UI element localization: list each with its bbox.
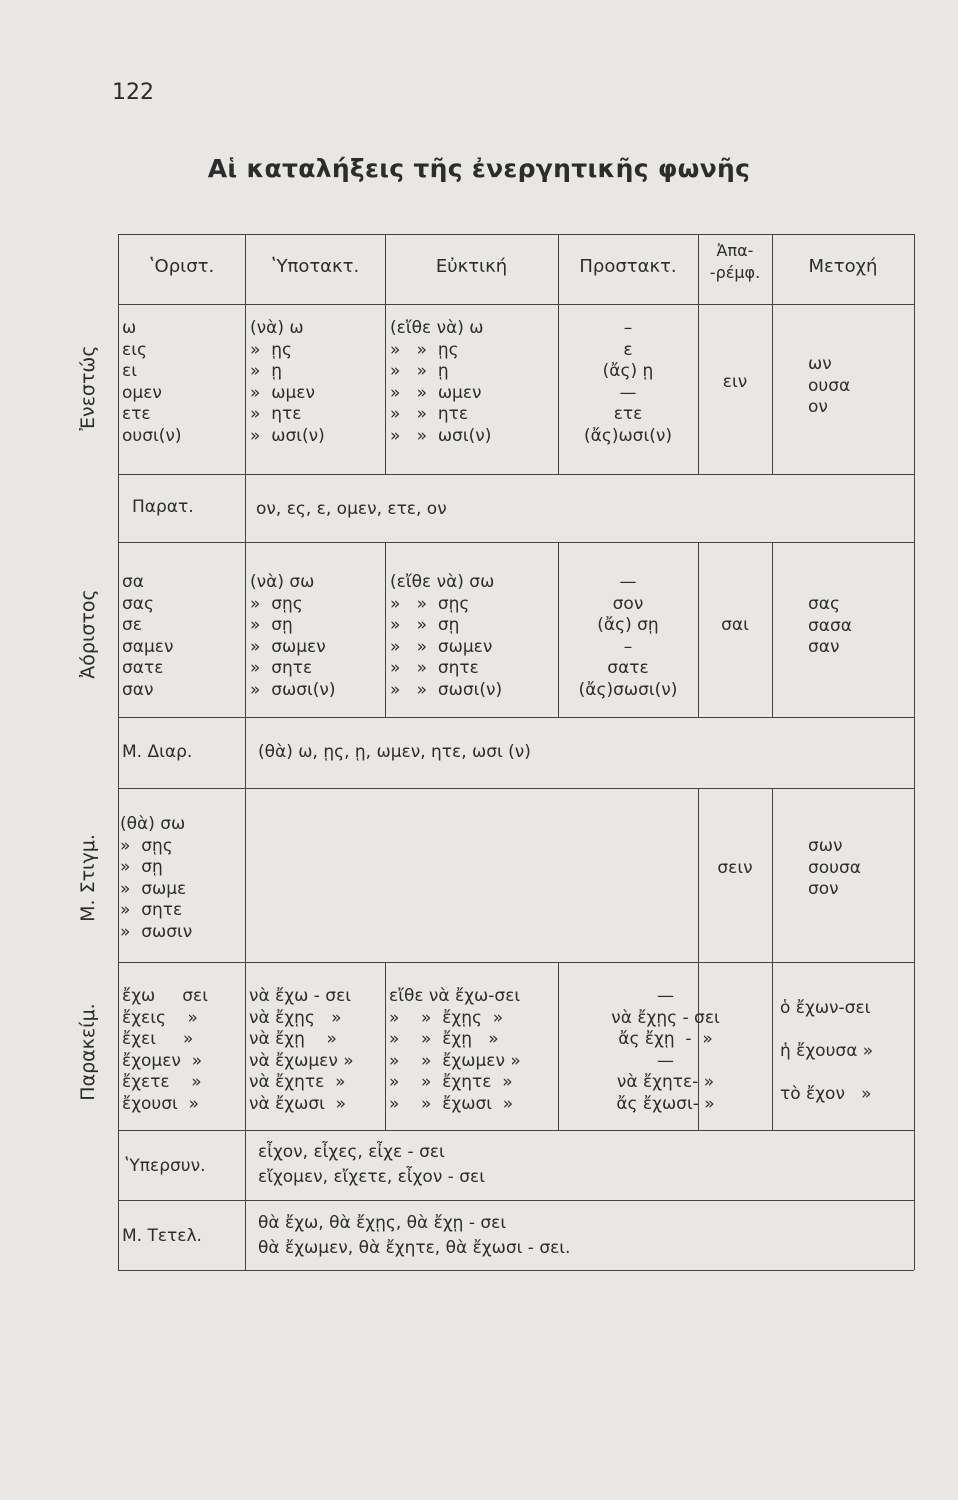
header-participle: Μετοχή [808,256,878,277]
present-imperative: – ε (ἄς) ῃ — ετε (ἄς)ωσι(ν) [584,318,672,446]
side-label-perfect: Παρακείμ. [77,1003,99,1101]
header-indicative: ʽΟριστ. [148,256,215,277]
side-label-aorist: Ἀόριστος [77,589,99,679]
imperfect-forms: ον, ες, ε, ομεν, ετε, ον [256,499,447,519]
header-optative: Εὐκτική [435,256,508,277]
table-rule-present [118,474,914,475]
present-indicative: ω εις ει ομεν ετε ουσι(ν) [122,318,182,446]
table-rule-imperfect [118,542,914,543]
perfect-indicative: ἔχω σει ἔχεις » ἔχει » ἔχομεν » ἔχετε » ἔχουσι » [122,986,208,1114]
future-simple-indicative: (θὰ) σω » σῃς » σῃ » σωμε » σητε » σωσιν [120,814,193,942]
table-rule-future-continuous [118,788,914,789]
table-rule-top [118,234,914,235]
table-rule-bottom [118,1270,914,1271]
col-rule-5b [772,542,773,717]
perfect-participle: ὁ ἔχων-σει ἡ ἔχουσα » τὸ ἔχον » [780,998,874,1104]
future-perfect-line-2: θὰ ἔχωμεν, θὰ ἔχητε, θὰ ἔχωσι - σει. [258,1238,571,1258]
future-continuous-label: Μ. Διαρ. [122,742,193,762]
aorist-optative: (εἴθε νὰ) σω » » σῃς » » σῃ » » σωμεν » » σητε » » σωσι(ν) [390,572,503,700]
pluperfect-label: ʽΥπερσυν. [124,1156,206,1176]
page-number: 122 [112,80,154,105]
page-title: Αἱ καταλήξεις τῆς ἐνεργητικῆς φωνῆς [207,154,751,183]
future-perfect-label: Μ. Τετελ. [122,1226,202,1246]
future-simple-infinitive: σειν [717,858,753,878]
table-rule-pluperfect [118,1200,914,1201]
table-rule-right [914,234,915,1270]
perfect-imperative: — νὰ ἔχῃς - σει ἄς ἔχῃ - » — νὰ ἔχητε- » ἄς ἔχωσι- » [611,986,720,1114]
present-participle: ων ουσα ον [808,354,851,417]
header-imperative: Προστακτ. [579,256,677,277]
col-rule-2c [385,962,386,1130]
aorist-imperative: — σον (ἄς) σῃ – σατε (ἄς)σωσι(ν) [578,572,678,700]
table-rule-future-simple [118,962,914,963]
future-simple-participle: σων σουσα σον [808,836,861,899]
perfect-subjunctive: νὰ ἔχω - σει νὰ ἔχῃς » νὰ ἔχῃ » νὰ ἔχωμεν » νὰ ἔχητε » νὰ ἔχωσι » [249,986,354,1114]
future-perfect-line-1: θὰ ἔχω, θὰ ἔχῃς, θὰ ἔχῃ - σει [258,1213,507,1233]
aorist-subjunctive: (νὰ) σω » σῃς » σῃ » σωμεν » σητε » σωσι(ν) [250,572,336,700]
pluperfect-line-1: εἶχον, εἶχες, εἶχε - σει [258,1142,445,1162]
header-infinitive: Ἀπα- -ρέμφ. [709,241,761,282]
aorist-infinitive: σαι [721,615,749,635]
side-label-present: Ἐνεστώς [77,345,99,431]
table-rule-header [118,304,914,305]
present-subjunctive: (νὰ) ω » ῃς » ῃ » ωμεν » ητε » ωσι(ν) [250,318,325,446]
aorist-participle: σας σασα σαν [808,594,852,657]
present-optative: (εἴθε νὰ) ω » » ῃς » » ῃ » » ωμεν » » ητε » » ωσι(ν) [390,318,492,446]
imperfect-label: Παρατ. [132,497,194,517]
table-rule-perfect [118,1130,914,1131]
col-rule-2b [385,542,386,717]
aorist-indicative: σα σας σε σαμεν σατε σαν [122,572,174,700]
col-rule-1 [245,234,246,1270]
table-rule-aorist [118,717,914,718]
side-label-future: Μ. Στιγμ. [77,834,99,922]
present-infinitive: ειν [722,372,748,392]
future-continuous-forms: (θὰ) ω, ῃς, ῃ, ωμεν, ητε, ωσι (ν) [258,742,531,762]
header-subjunctive: ʽΥποτακτ. [270,256,360,277]
table-rule-left [118,234,119,1270]
perfect-optative: εἴθε νὰ ἔχω-σει » » ἔχῃς » » » ἔχῃ » » » ἔχωμεν » » » ἔχητε » » » ἔχωσι » [389,986,521,1114]
pluperfect-line-2: εἴχομεν, εἴχετε, εἶχον - σει [258,1167,485,1187]
